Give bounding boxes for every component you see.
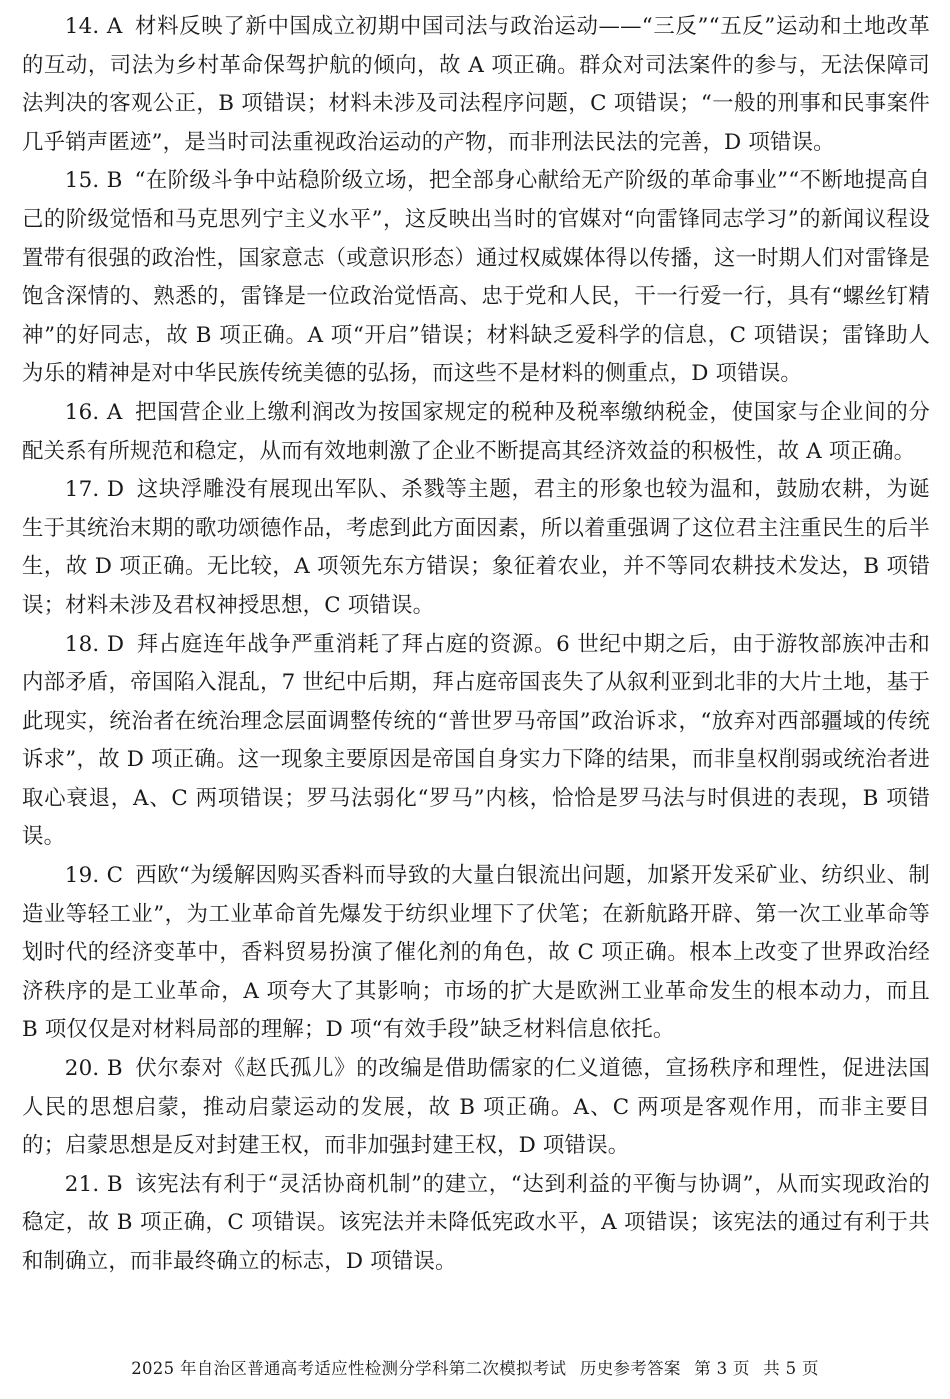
answer-number: 20. B (64, 1056, 123, 1082)
answer-number: 16. A (64, 399, 123, 425)
footer-exam-title: 2025 年自治区普通高考适应性检测分学科第二次模拟考试 (131, 1359, 567, 1378)
answer-text: 西欧“为缓解因购买香料而导致的大量白银流出问题，加紧开发采矿业、纺织业、制造业等轻工业”，为工业革命首先爆发于纺织业埋下了伏笔；在新航路开辟、第一次工业革命等划时代的经济变革中，香料贸易扮演了催化剂的角色，故 C 项正确。根本上改变了世界政治经济秩序的是工业革命，A 项夸大了其影响；市场的扩大是欧洲工业革命发生的根本动力，而且 B 项仅仅是对材料局部的理解；D 项“有效手段”缺乏材料信息依托。 (22, 863, 930, 1043)
answer-15 (22, 162, 930, 394)
answer-14 (22, 8, 930, 162)
answer-16 (22, 394, 930, 471)
answer-18 (22, 626, 930, 858)
footer-subject: 历史参考答案 (579, 1359, 681, 1378)
answer-text: 伏尔泰对《赵氏孤儿》的改编是借助儒家的仁义道德，宣扬秩序和理性，促进法国人民的思想启蒙，推动启蒙运动的发展，故 B 项正确。A、C 两项是客观作用，而非主要目的；启蒙思想是反对封建王权，而非加强封建王权，D 项错误。 (22, 1056, 931, 1159)
answer-text: 这块浮雕没有展现出军队、杀戮等主题，君主的形象也较为温和，鼓励农耕，为诞生于其统治末期的歌功颂德作品，考虑到此方面因素，所以着重强调了这位君主注重民生的后半生，故 D 项正确。无比较，A 项领先东方错误；象征着农业，并不等同农耕技术发达，B 项错误；材料未涉及君权神授思想，C 项错误。 (22, 477, 931, 618)
answer-17 (22, 471, 930, 625)
answer-content (22, 8, 930, 1282)
answer-number: 17. D (64, 477, 125, 503)
answer-text: 该宪法有利于“灵活协商机制”的建立，“达到利益的平衡与协调”，从而实现政治的稳定，故 B 项正确，C 项错误。该宪法并未降低宪政水平，A 项错误；该宪法的通过有利于共和制确立，而非最终确立的标志，D 项错误。 (22, 1171, 931, 1274)
answer-text: 材料反映了新中国成立初期中国司法与政治运动——“三反”“五反”运动和土地改革的互动，司法为乡村革命保驾护航的倾向，故 A 项正确。群众对司法案件的参与，无法保障司法判决的客观公正，B 项错误；材料未涉及司法程序问题，C 项错误；“一般的刑事和民事案件几乎销声匿迹”，是当时司法重视政治运动的产物，而非刑法民法的完善，D 项错误。 (22, 14, 931, 155)
answer-20 (22, 1050, 930, 1166)
answer-text: 拜占庭连年战争严重消耗了拜占庭的资源。6 世纪中期之后，由于游牧部族冲击和内部矛盾，帝国陷入混乱，7 世纪中后期，拜占庭帝国丧失了从叙利亚到北非的大片土地，基于此现实，统治者在统治理念层面调整传统的“普世罗马帝国”政治诉求，“放弃对西部疆域的传统诉求”，故 D 项正确。这一现象主要原因是帝国自身实力下降的结果，而非皇权削弱或统治者进取心衰退，A、C 两项错误；罗马法弱化“罗马”内核，恰恰是罗马法与时俱进的表现，B 项错误。 (22, 631, 931, 850)
answer-number: 15. B (64, 168, 123, 194)
footer-page-number: 第 3 页 (694, 1359, 750, 1378)
answer-19 (22, 857, 930, 1050)
page-footer (0, 1357, 950, 1381)
footer-page-total: 共 5 页 (763, 1359, 819, 1378)
answer-number: 21. B (64, 1171, 123, 1197)
answer-number: 19. C (64, 863, 124, 889)
answer-number: 14. A (64, 14, 123, 39)
answer-21 (22, 1166, 930, 1282)
answer-number: 18. D (64, 631, 125, 657)
answer-text: “在阶级斗争中站稳阶级立场，把全部身心献给无产阶级的革命事业”“不断地提高自己的阶级觉悟和马克思列宁主义水平”，这反映出当时的官媒对“向雷锋同志学习”的新闻议程设置带有很强的政治性，国家意志（或意识形态）通过权威媒体得以传播，这一时期人们对雷锋是饱含深情的、熟悉的，雷锋是一位政治觉悟高、忠于党和人民，干一行爱一行，具有“螺丝钉精神”的好同志，故 B 项正确。A 项“开启”错误；材料缺乏爱科学的信息，C 项错误；雷锋助人为乐的精神是对中华民族传统美德的弘扬，而这些不是材料的侧重点，D 项错误。 (22, 168, 930, 387)
answer-text: 把国营企业上缴利润改为按国家规定的税种及税率缴纳税金，使国家与企业间的分配关系有所规范和稳定，从而有效地刺激了企业不断提高其经济效益的积极性，故 A 项正确。 (22, 399, 931, 464)
